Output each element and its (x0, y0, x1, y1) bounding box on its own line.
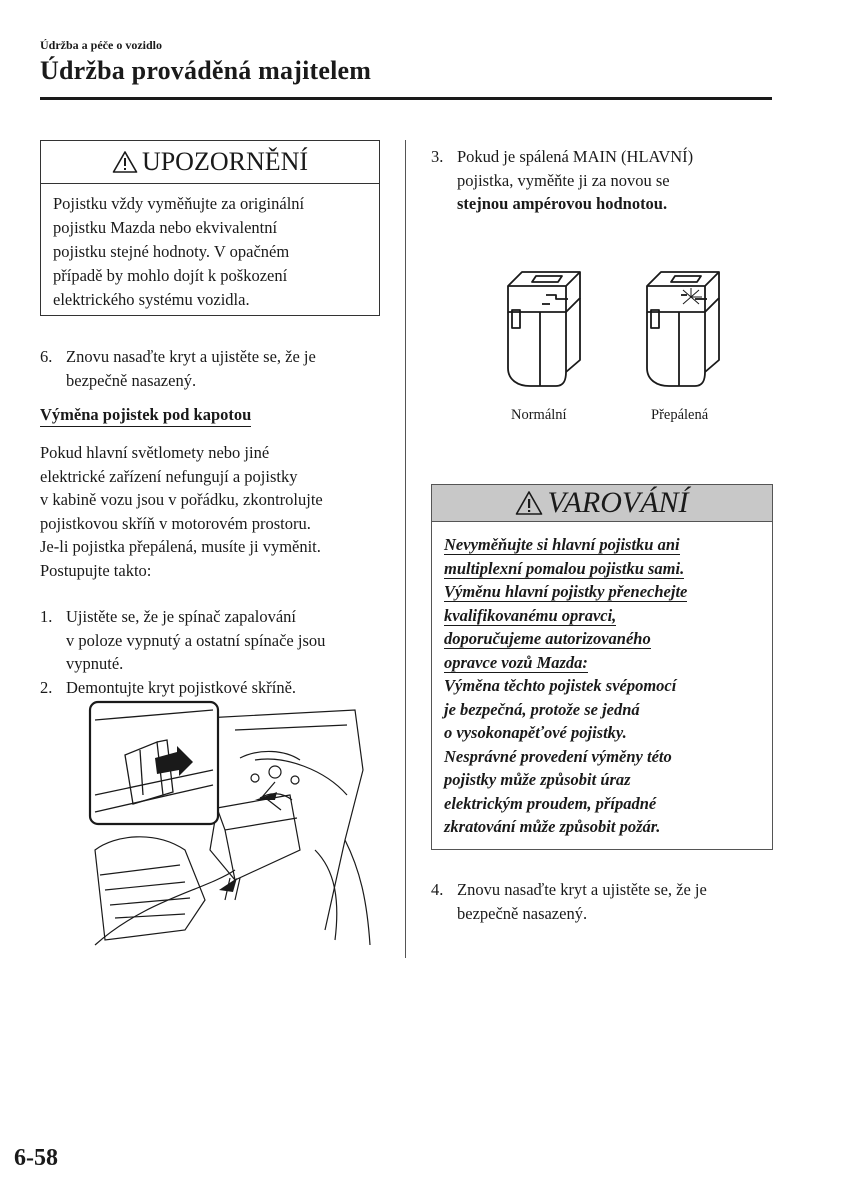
warning-line: zkratování může způsobit požár. (444, 817, 661, 836)
warning-text (432, 522, 772, 839)
warning-line: o vysokonapěťové pojistky. (444, 723, 627, 742)
warning-triangle-icon (515, 490, 543, 516)
step-line: bezpečně nasazený. (457, 903, 588, 923)
step-number: 6. (40, 347, 53, 366)
title-rule (40, 97, 772, 100)
step-line: pojistka, vyměňte ji za novou se (457, 170, 670, 190)
normal-fuse-icon (496, 268, 590, 390)
warning-line: pojistky může způsobit úraz (444, 770, 631, 789)
step-3 (431, 145, 776, 216)
intro-line: Pokud hlavní světlomety nebo jiné (40, 443, 270, 462)
intro-line: Je-li pojistka přepálená, musíte ji vyměnit. (40, 537, 321, 556)
warning-underlined-line: Nevyměňujte si hlavní pojistku ani (444, 535, 680, 554)
step-number: 2. (40, 678, 53, 697)
step-line: bezpečně nasazený. (66, 370, 197, 390)
section-heading-text: Výměna pojistek pod kapotou (40, 405, 251, 427)
intro-line: elektrické zařízení nefungují a pojistky (40, 466, 298, 486)
warning-heading: VAROVÁNÍ (547, 486, 689, 519)
intro-line: Postupujte takto: (40, 560, 152, 580)
step-4 (431, 878, 776, 925)
warning-header (432, 485, 772, 522)
step-line: Demontujte kryt pojistkové skříně. (66, 678, 297, 697)
warning-underlined-line: Výměnu hlavní pojistky přenechejte (444, 582, 688, 601)
intro-line: pojistkovou skříň v motorovém prostoru. (40, 513, 311, 533)
step-line: Ujistěte se, že je spínač zapalování (66, 607, 296, 626)
step-line: v poloze vypnutý a ostatní spínače jsou (66, 630, 326, 650)
warning-underlined-line: doporučujeme autorizovaného (444, 629, 651, 648)
blown-fuse-icon (635, 268, 729, 390)
warning-line: Výměna těchto pojistek svépomocí (444, 676, 677, 695)
warning-triangle-icon (112, 150, 138, 174)
caution-line: Pojistku vždy vyměňujte za originální (53, 194, 305, 213)
step-line: Znovu nasaďte kryt a ujistěte se, že je (66, 347, 316, 366)
caution-text (41, 184, 379, 312)
step-number: 1. (40, 607, 53, 626)
warning-underlined-line: kvalifikovanému opravci, (444, 605, 617, 625)
caution-heading: UPOZORNĚNÍ (141, 147, 309, 176)
step-2 (40, 676, 390, 700)
breadcrumb: Údržba a péče o vozidlo (40, 38, 162, 52)
warning-line: je bezpečná, protože se jedná (444, 699, 640, 719)
warning-underlined-line: multiplexní pomalou pojistku sami. (444, 558, 685, 578)
intro-line: v kabině vozu jsou v pořádku, zkontrolujte (40, 490, 323, 509)
step-6 (40, 345, 385, 392)
warning-box (431, 484, 773, 850)
step-number: 4. (431, 880, 444, 899)
page-title: Údržba prováděná majitelem (40, 56, 372, 85)
section-heading (40, 405, 251, 427)
blown-fuse-caption: Přepálená (651, 407, 709, 423)
page-number: 6-58 (14, 1145, 58, 1171)
caution-box (40, 140, 380, 316)
caution-header (41, 141, 379, 184)
caution-line: elektrického systému vozidla. (53, 290, 250, 309)
step-line: Znovu nasaďte kryt a ujistěte se, že je (457, 880, 707, 899)
step-line-bold: stejnou ampérovou hodnotou. (457, 194, 668, 213)
warning-line: elektrickým proudem, případné (444, 793, 657, 813)
column-divider (405, 140, 406, 958)
step-1 (40, 605, 390, 676)
caution-line: pojistku Mazda nebo ekvivalentní (53, 218, 278, 237)
step-number: 3. (431, 147, 444, 166)
caution-line: pojistku stejné hodnoty. V opačném (53, 242, 290, 261)
warning-line: Nesprávné provedení výměny této (444, 746, 672, 766)
step-line: vypnuté. (66, 654, 124, 673)
normal-fuse-caption: Normální (511, 407, 567, 423)
intro-paragraph (40, 441, 390, 582)
warning-underlined-line: opravce vozů Mazda: (444, 652, 588, 672)
fuse-box-illustration (85, 700, 375, 952)
step-line: Pokud je spálená MAIN (HLAVNÍ) (457, 147, 694, 166)
caution-line: případě by mohlo dojít k poškození (53, 266, 288, 285)
